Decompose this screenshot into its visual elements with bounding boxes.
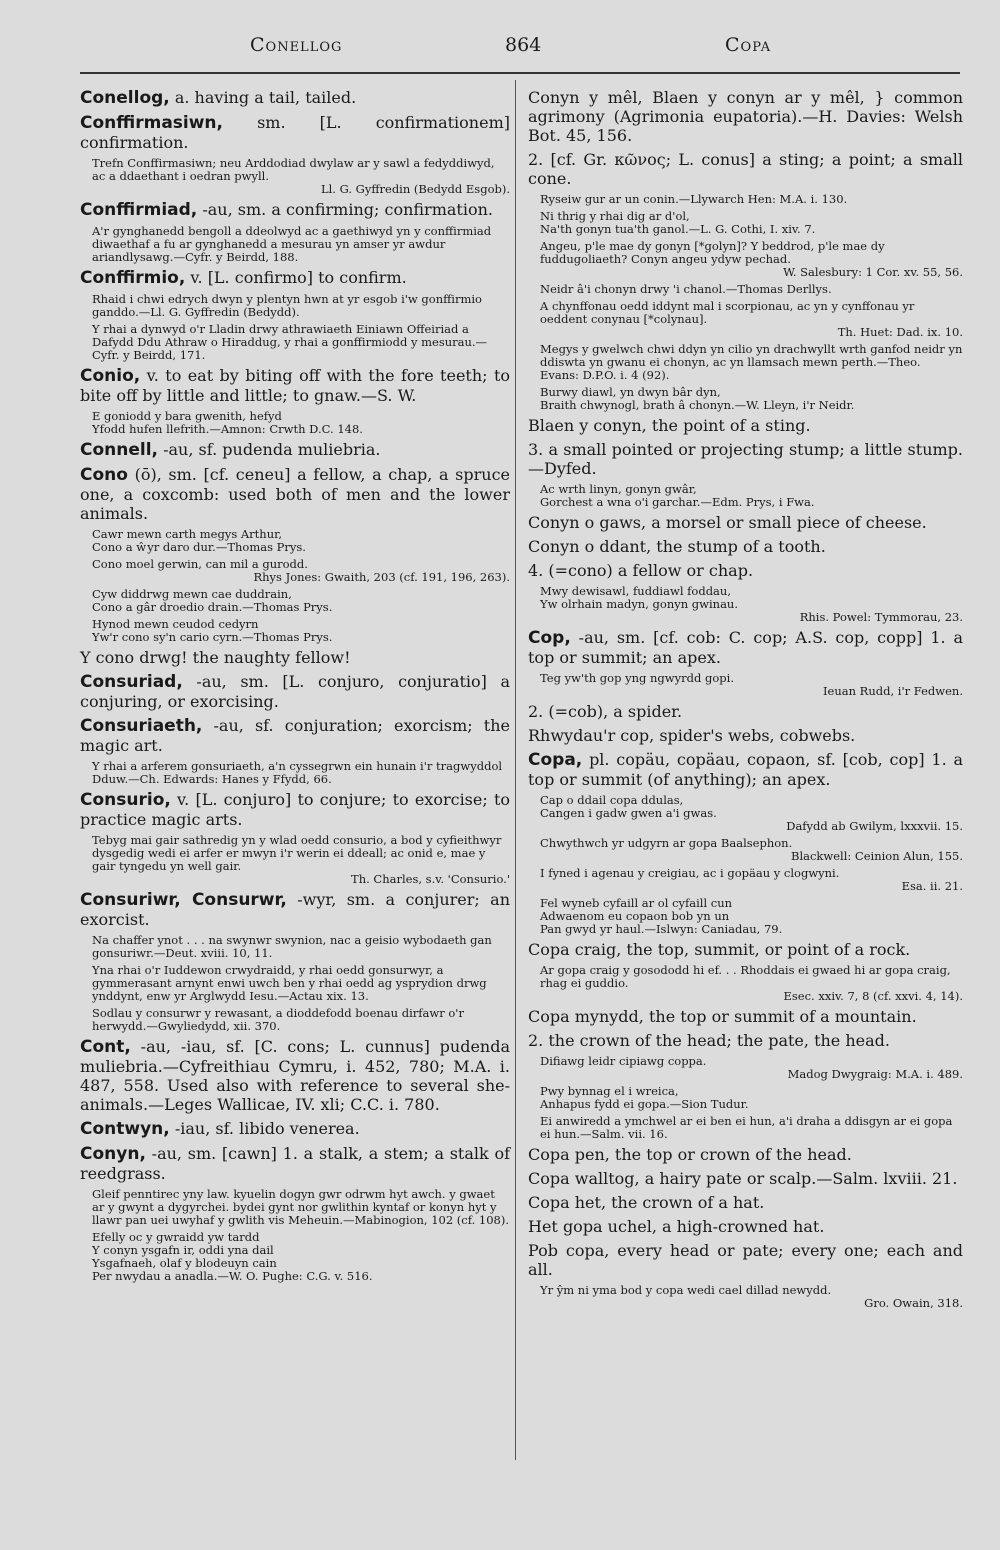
definition: pl. copäu, copäau, copaon, sf. [cob, cop] 1. a top or summit (of anything); an apex.	[528, 750, 963, 789]
citation-line: Mwy dewisawl, fuddiawl foddau,	[540, 584, 731, 598]
definition: (ō), sm. [cf. ceneu] a fellow, a chap, a spruce one, a coxcomb: used both of men and the lower animals.	[80, 465, 511, 523]
citation-line: Pan gwyd yr haul.—Islwyn: Caniadau, 79.	[540, 922, 783, 936]
citation	[540, 193, 963, 206]
citation	[92, 1231, 510, 1283]
citation-line: Cono moel gerwin, can mil a gurodd.	[92, 557, 308, 571]
citation-line: Ar gopa craig y gosododd hi ef. . . Rhoddais ei gwaed hi ar gopa craig, rhag ei guddio.	[540, 963, 951, 990]
definition: -iau, sf. libido venerea.	[174, 1119, 360, 1138]
headword: Conio,	[80, 366, 141, 386]
citation-line: Gorchest a wna o'i garchar.—Edm. Prys, i Fwa.	[540, 495, 815, 509]
sense-line: 3. a small pointed or projecting stump; a little stump.—Dyfed.	[528, 440, 963, 478]
citation-line: Angeu, p'le mae dy gonyn [*golyn]? Y beddrod, p'le mae dy fuddugoliaeth? Conyn angeu ydyw pechad.	[540, 239, 885, 266]
citation-line: Ni thrig y rhai dig ar d'ol,	[540, 209, 690, 223]
sense-line: Het gopa uchel, a high-crowned hat.	[528, 1217, 825, 1236]
citation-source: Rhys Jones: Gwaith, 203 (cf. 191, 196, 263).	[253, 570, 510, 584]
citation	[540, 794, 963, 833]
citation-line: I fyned i agenau y creigiau, ac i gopäau y clogwyni.	[540, 866, 840, 880]
sense-line: Y cono drwg! the naughty fellow!	[80, 648, 351, 667]
citation-line: Sodlau y consurwr y rewasant, a dioddefodd boenau dirfawr o'r herwydd.—Gwyliedydd, xii. 370.	[92, 1006, 464, 1033]
headword: Consuriad,	[80, 672, 183, 692]
citation-source: Th. Charles, s.v. 'Consurio.'	[351, 872, 510, 886]
citation	[540, 1055, 963, 1081]
citation-source: Esec. xxiv. 7, 8 (cf. xxvi. 4, 14).	[783, 989, 963, 1003]
dictionary-entry	[80, 1037, 510, 1114]
definition: -au, sf. conjuration; exorcism; the magic art.	[80, 716, 510, 755]
citation-line: E goniodd y bara gwenith, hefyd	[92, 409, 282, 423]
definition: -au, sm. a confirming; confirmation.	[202, 200, 493, 219]
sense-line: Conyn o ddant, the stump of a tooth.	[528, 537, 826, 556]
definition: a. having a tail, tailed.	[174, 88, 357, 107]
sense-line: 2. [cf. Gr. κῶνος; L. conus] a sting; a point; a small cone.	[528, 150, 963, 188]
headword: Connell,	[80, 440, 159, 460]
citation	[540, 837, 963, 863]
citation-line: Yw olrhain madyn, gonyn gwinau.	[540, 597, 738, 611]
citation-line: Yw'r cono sy'n cario cyrn.—Thomas Prys.	[92, 630, 333, 644]
definition: -au, sm. [L. conjuro, conjuratio] a conjuring, or exorcising.	[80, 672, 511, 711]
citation	[92, 410, 510, 436]
citation-line: Na chaffer ynot . . . na swynwr swynion, nac a geisio wybodaeth gan gonsuriwr.—Deut. xviii. 10, 11.	[92, 933, 492, 960]
citation-line: Burwy diawl, yn dwyn bâr dyn,	[540, 385, 721, 399]
dictionary-entry	[80, 200, 510, 220]
citation-line: Fel wyneb cyfaill ar ol cyfaill cun	[540, 896, 733, 910]
headword: Consuriwr, Consurwr,	[80, 890, 287, 910]
citation-line: Cawr mewn carth megys Arthur,	[92, 527, 282, 541]
sense-line: Pob copa, every head or pate; every one; each and all.	[528, 1241, 963, 1279]
definition: v. [L. confirmo] to confirm.	[190, 268, 407, 287]
citation-line: Yr ŷm ni yma bod y copa wedi cael dillad newydd.	[540, 1283, 832, 1297]
citation-line: Neidr â'i chonyn drwy 'i chanol.—Thomas Derllys.	[540, 282, 832, 296]
headword: Copa,	[528, 750, 583, 770]
citation-line: Teg yw'th gop yng ngwyrdd gopi.	[540, 671, 734, 685]
citation-line: Megys y gwelwch chwi ddyn yn cilio yn drachwyllt wrth ganfod neidr yn ddiswta yn gwanu ei chonyn, ac yn llamsach mewn perth.—Theo. Evans: D.P.O. i. 4 (92).	[540, 342, 963, 382]
headword: Consuriaeth,	[80, 716, 203, 736]
citation	[540, 672, 963, 698]
citation	[540, 1115, 963, 1141]
citation	[92, 157, 510, 196]
dictionary-entry	[80, 672, 510, 711]
citation-line: Braith chwynogl, brath â chonyn.—W. Lleyn, i'r Neidr.	[540, 398, 855, 412]
citation-line: Na'th gonyn tua'th ganol.—L. G. Cothi, I. xiv. 7.	[540, 222, 816, 236]
citation-line: Ysgafnaeh, olaf y blodeuyn cain	[92, 1256, 277, 1270]
headword: Cont,	[80, 1037, 131, 1057]
dictionary-entry	[80, 1119, 510, 1139]
citation-source: Ieuan Rudd, i'r Fedwen.	[823, 684, 963, 698]
citation-source: Gro. Owain, 318.	[864, 1296, 963, 1310]
dictionary-entry	[80, 268, 510, 288]
definition: -au, sm. [cawn] 1. a stalk, a stem; a stalk of reedgrass.	[80, 1144, 511, 1183]
citation	[540, 964, 963, 1003]
headword: Cop,	[528, 628, 571, 648]
sense-line: Copa mynydd, the top or summit of a mountain.	[528, 1007, 917, 1026]
citation	[92, 964, 510, 1003]
citation-line: Pwy bynnag el i wreica,	[540, 1084, 679, 1098]
citation	[92, 323, 510, 362]
column-rule	[515, 80, 516, 1460]
sense-line: 4. (=cono) a fellow or chap.	[528, 561, 754, 580]
citation	[92, 558, 510, 584]
citation-line: Yfodd hufen llefrith.—Amnon: Crwth D.C. 148.	[92, 422, 363, 436]
citation-line: Ryseiw gur ar un conin.—Llywarch Hen: M.A. i. 130.	[540, 192, 848, 206]
left-column	[80, 88, 510, 1287]
citation-line: Y rhai a dynwyd o'r Lladin drwy athrawiaeth Einiawn Offeiriad a Dafydd Ddu Athraw o Hiraddug, y rhai a gonffirmiodd y mesurau.—Cyfr. y Beirdd, 171.	[92, 322, 488, 362]
citation-line: Adwaenom eu copaon bob yn un	[540, 909, 730, 923]
page-number: 864	[505, 34, 542, 56]
citation-line: Rhaid i chwi edrych dwyn y plentyn hwn at yr esgob i'w gonffirmio ganddo.—Ll. G. Gyffredin (Bedydd).	[92, 292, 482, 319]
citation-source: Blackwell: Ceinion Alun, 155.	[791, 849, 963, 863]
citation	[540, 343, 963, 382]
citation-source: Madog Dwygraig: M.A. i. 489.	[787, 1067, 963, 1081]
citation	[540, 283, 963, 296]
sense-line: Copa het, the crown of a hat.	[528, 1193, 765, 1212]
citation	[92, 1007, 510, 1033]
citation	[540, 240, 963, 279]
citation-source: Rhis. Powel: Tymmorau, 23.	[799, 610, 963, 624]
citation-source: Th. Huet: Dad. ix. 10.	[837, 325, 963, 339]
citation-line: Gleif penntirec yny law. kyuelin dogyn gwr odrwm hyt awch. y gwaet ar y gwynt a dygyrchei. bydei gynt nor gwlithin kyntaf or konyn hyt y llawr pan uei uwyhaf y gwlith vis Meheuin.—Mabinogion, 102 (cf. 108).	[92, 1187, 509, 1227]
definition: -au, sf. pudenda muliebria.	[163, 440, 381, 459]
citation	[92, 760, 510, 786]
headword: Conellog,	[80, 88, 170, 108]
sense-line: Copa pen, the top or crown of the head.	[528, 1145, 852, 1164]
citation	[92, 225, 510, 264]
citation-line: Efelly oc y gwraidd yw tardd	[92, 1230, 260, 1244]
dictionary-entry	[528, 628, 963, 667]
citation-line: Difiawg leidr cipiawg coppa.	[540, 1054, 707, 1068]
dictionary-entry	[80, 465, 510, 523]
header-rule	[80, 72, 960, 74]
citation	[92, 528, 510, 554]
running-head-left: Conellog	[250, 34, 343, 56]
citation-line: Y conyn ysgafn ir, oddi yna dail	[92, 1243, 274, 1257]
citation	[92, 618, 510, 644]
citation	[92, 934, 510, 960]
sense-line: 2. (=cob), a spider.	[528, 702, 683, 721]
citation-line: Tebyg mai gair sathredig yn y wlad oedd consurio, a bod y cyfieithwyr dysgedig wedi ei arfer er mwyn i'r werin ei ddeall; ac onid e, mae y gair tyngedu yn well gair.	[92, 833, 502, 873]
sense-line: 2. the crown of the head; the pate, the head.	[528, 1031, 890, 1050]
citation	[92, 1188, 510, 1227]
headword: Consurio,	[80, 790, 171, 810]
dictionary-entry	[80, 890, 510, 929]
headword: Conffirmasiwn,	[80, 113, 223, 133]
dictionary-entry	[80, 88, 510, 108]
headword: Cono	[80, 465, 128, 485]
sense-line: Rhwydau'r cop, spider's webs, cobwebs.	[528, 726, 856, 745]
dictionary-entry	[528, 750, 963, 789]
definition: v. [L. conjuro] to conjure; to exorcise; to practice magic arts.	[80, 790, 511, 829]
citation	[540, 483, 963, 509]
citation-source: Ll. G. Gyffredin (Bedydd Esgob).	[320, 182, 510, 196]
sense-line: Conyn o gaws, a morsel or small piece of cheese.	[528, 513, 927, 532]
citation-line: Trefn Conffirmasiwn; neu Arddodiad dwylaw ar y sawl a fedyddiwyd, ac a ddaethant i oedran pwyll.	[92, 156, 495, 183]
dictionary-entry	[80, 716, 510, 755]
citation-line: Cyw diddrwg mewn cae duddrain,	[92, 587, 292, 601]
citation	[92, 834, 510, 886]
citation	[540, 1085, 963, 1111]
definition: sm. [L. confirmationem] confirmation.	[80, 113, 510, 152]
citation-line: Ei anwiredd a ymchwel ar ei ben ei hun, a'i draha a ddisgyn ar ei gopa ei hun.—Salm. vii. 16.	[540, 1114, 953, 1141]
citation-line: A chynffonau oedd iddynt mal i scorpionau, ac yn y cynffonau yr oeddent conynau [*colynau].	[540, 299, 915, 326]
citation-line: Hynod mewn ceudod cedyrn	[92, 617, 259, 631]
citation-line: A'r gynghanedd bengoll a ddeolwyd ac a gaethiwyd yn y conffirmiad diwaethaf a fu ar gynghanedd a mesurau yn amser yr awdur ariandlysawg.—Cyfr. y Beirdd, 188.	[92, 224, 492, 264]
dictionary-entry	[80, 113, 510, 152]
citation-source: W. Salesbury: 1 Cor. xv. 55, 56.	[783, 265, 963, 279]
dictionary-entry	[80, 366, 510, 405]
citation	[540, 300, 963, 339]
sense-line: Copa craig, the top, summit, or point of a rock.	[528, 940, 911, 959]
dictionary-entry	[80, 440, 510, 460]
headword: Conffirmio,	[80, 268, 186, 288]
dictionary-entry	[80, 1144, 510, 1183]
citation	[92, 293, 510, 319]
citation-line: Yna rhai o'r Iuddewon crwydraidd, y rhai oedd gonsurwyr, a gymmerasant arnynt enwi uwch ben y rhai oedd ag ysprydion drwg ynddynt, enw yr Arglwydd Iesu.—Actau xix. 13.	[92, 963, 487, 1003]
sense-line: Blaen y conyn, the point of a sting.	[528, 416, 811, 435]
right-column	[528, 88, 963, 1314]
headword: Conyn,	[80, 1144, 146, 1164]
citation-line: Chwythwch yr udgyrn ar gopa Baalsephon.	[540, 836, 793, 850]
citation-line: Cono a ŵyr daro dur.—Thomas Prys.	[92, 540, 306, 554]
citation	[540, 585, 963, 624]
definition: -wyr, sm. a conjurer; an exorcist.	[80, 890, 510, 929]
headword: Contwyn,	[80, 1119, 170, 1139]
sense-line: Conyn y mêl, Blaen y conyn ar y mêl, } common agrimony (Agrimonia eupatoria).—H. Davies: Welsh Bot. 45, 156.	[528, 88, 963, 145]
citation-line: Cangen i gadw gwen a'i gwas.	[540, 806, 717, 820]
citation-line: Per nwydau a anadla.—W. O. Pughe: C.G. v. 516.	[92, 1269, 373, 1283]
sense-line: Copa walltog, a hairy pate or scalp.—Salm. lxviii. 21.	[528, 1169, 958, 1188]
citation-line: Ac wrth linyn, gonyn gwâr,	[540, 482, 697, 496]
citation-source: Esa. ii. 21.	[901, 879, 963, 893]
definition: -au, sm. [cf. cob: C. cop; A.S. cop, copp] 1. a top or summit; an apex.	[528, 628, 963, 667]
dictionary-entry	[80, 790, 510, 829]
running-head-right: Copa	[725, 34, 772, 56]
citation	[92, 588, 510, 614]
definition: -au, -iau, sf. [C. cons; L. cunnus] pudenda muliebria.—Cyfreithiau Cymru, i. 452, 780; M.A. i. 487, 558. Used also with reference to several she-animals.—Leges Wallicae, IV. xli; C.C. i. 780.	[80, 1037, 510, 1114]
citation-line: Cap o ddail copa ddulas,	[540, 793, 684, 807]
citation	[540, 1284, 963, 1310]
citation	[540, 897, 963, 936]
citation-line: Y rhai a arferem gonsuriaeth, a'n cyssegrwn ein hunain i'r tragwyddol Dduw.—Ch. Edwards: Hanes y Ffydd, 66.	[92, 759, 503, 786]
citation-line: Anhapus fydd ei gopa.—Sion Tudur.	[540, 1097, 749, 1111]
headword: Conffirmiad,	[80, 200, 198, 220]
citation	[540, 867, 963, 893]
definition: v. to eat by biting off with the fore teeth; to bite off by little and little; to gnaw.—S. W.	[80, 366, 511, 405]
citation-line: Cono a gâr droedio drain.—Thomas Prys.	[92, 600, 333, 614]
citation	[540, 210, 963, 236]
citation	[540, 386, 963, 412]
citation-source: Dafydd ab Gwilym, lxxxvii. 15.	[786, 819, 963, 833]
